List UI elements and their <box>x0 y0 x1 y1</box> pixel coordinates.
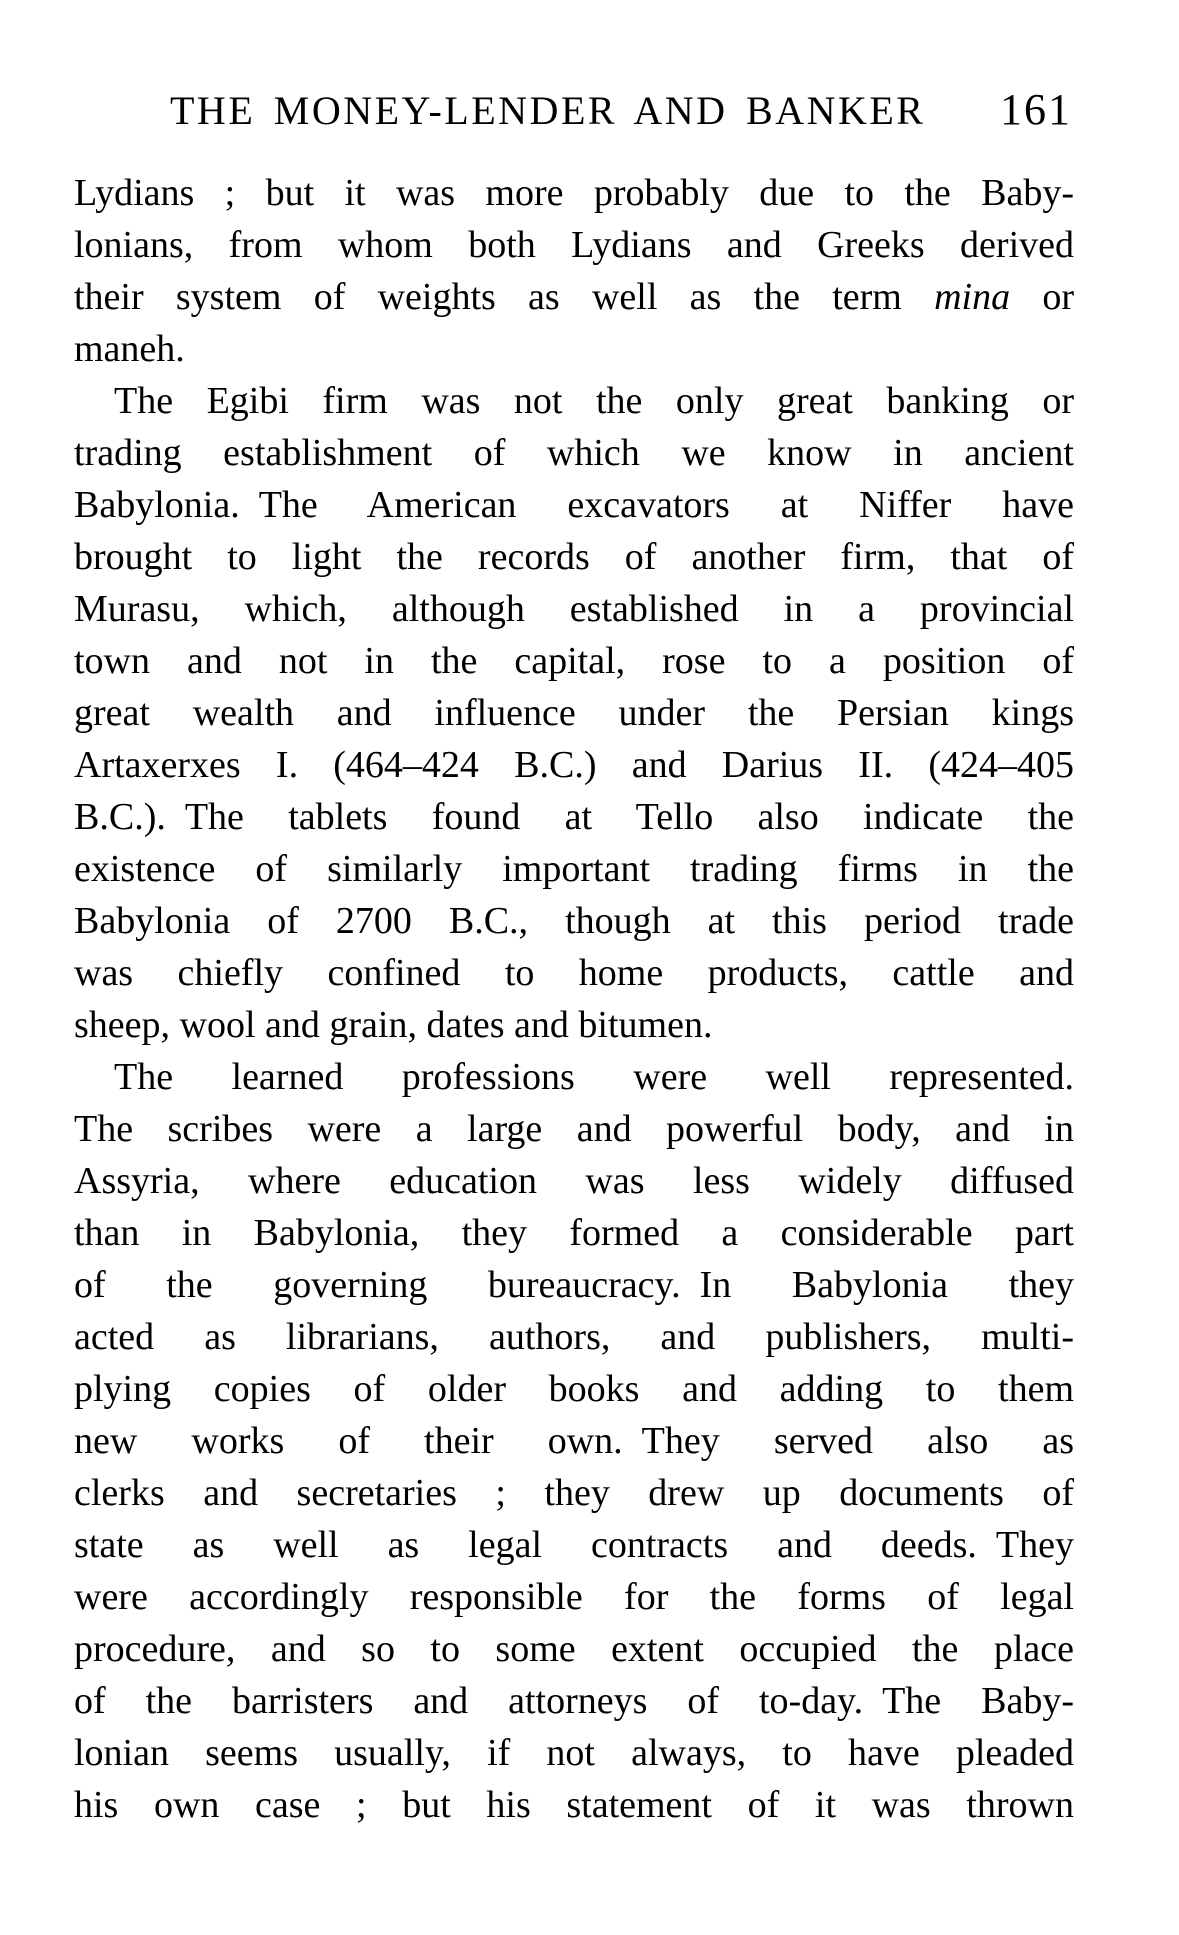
text-line: clerks and secretaries ; they drew up documents of <box>74 1472 1074 1514</box>
text-line: new works of their own. They served also as <box>74 1420 1074 1462</box>
text-line: trading establishment of which we know in ancient <box>74 432 1074 474</box>
running-header-title: THE MONEY-LENDER AND BANKER <box>170 88 926 133</box>
text-line: B.C.). The tablets found at Tello also indicate the <box>74 796 1074 838</box>
text-line: state as well as legal contracts and deeds. They <box>74 1524 1074 1566</box>
text-line: of the barristers and attorneys of to-day. The Baby- <box>74 1680 1074 1722</box>
text-line: brought to light the records of another firm, that of <box>74 536 1074 578</box>
text-line: The Egibi firm was not the only great banking or <box>114 380 1074 422</box>
text-line: Assyria, where education was less widely diffused <box>74 1160 1074 1202</box>
paragraph <box>74 375 1074 1051</box>
page-body <box>74 167 1074 1831</box>
text-line: were accordingly responsible for the forms of legal <box>74 1576 1074 1618</box>
text-line: maneh. <box>74 328 185 370</box>
text-line: Murasu, which, although established in a provincial <box>74 588 1074 630</box>
text-line: great wealth and influence under the Persian kings <box>74 692 1074 734</box>
paragraph <box>74 1051 1074 1831</box>
text-line: lonian seems usually, if not always, to have pleaded <box>74 1732 1074 1774</box>
text-line: town and not in the capital, rose to a position of <box>74 640 1074 682</box>
running-header <box>170 84 1072 135</box>
text-line: procedure, and so to some extent occupied the place <box>74 1628 1074 1670</box>
paragraph <box>74 167 1074 375</box>
text-line: sheep, wool and grain, dates and bitumen. <box>74 1004 713 1046</box>
text-line: than in Babylonia, they formed a considerable part <box>74 1212 1074 1254</box>
page-number: 161 <box>1000 85 1072 134</box>
text-line: his own case ; but his statement of it was thrown <box>74 1784 1074 1826</box>
text-line: Lydians ; but it was more probably due to the Baby- <box>74 172 1074 214</box>
text-line: Artaxerxes I. (464–424 B.C.) and Darius II. (424–405 <box>74 744 1074 786</box>
text-line: Babylonia of 2700 B.C., though at this period trade <box>74 900 1074 942</box>
text-line: acted as librarians, authors, and publishers, multi- <box>74 1316 1074 1358</box>
text-line: lonians, from whom both Lydians and Greeks derived <box>74 224 1074 266</box>
text-line: The scribes were a large and powerful body, and in <box>74 1108 1074 1150</box>
text-line: plying copies of older books and adding to them <box>74 1368 1074 1410</box>
text-line: of the governing bureaucracy. In Babylonia they <box>74 1264 1074 1306</box>
text-line: existence of similarly important trading firms in the <box>74 848 1074 890</box>
text-line: their system of weights as well as the term mina or <box>74 276 1074 318</box>
text-line: Babylonia. The American excavators at Niffer have <box>74 484 1074 526</box>
text-line: The learned professions were well represented. <box>114 1056 1074 1098</box>
text-line: was chiefly confined to home products, cattle and <box>74 952 1074 994</box>
